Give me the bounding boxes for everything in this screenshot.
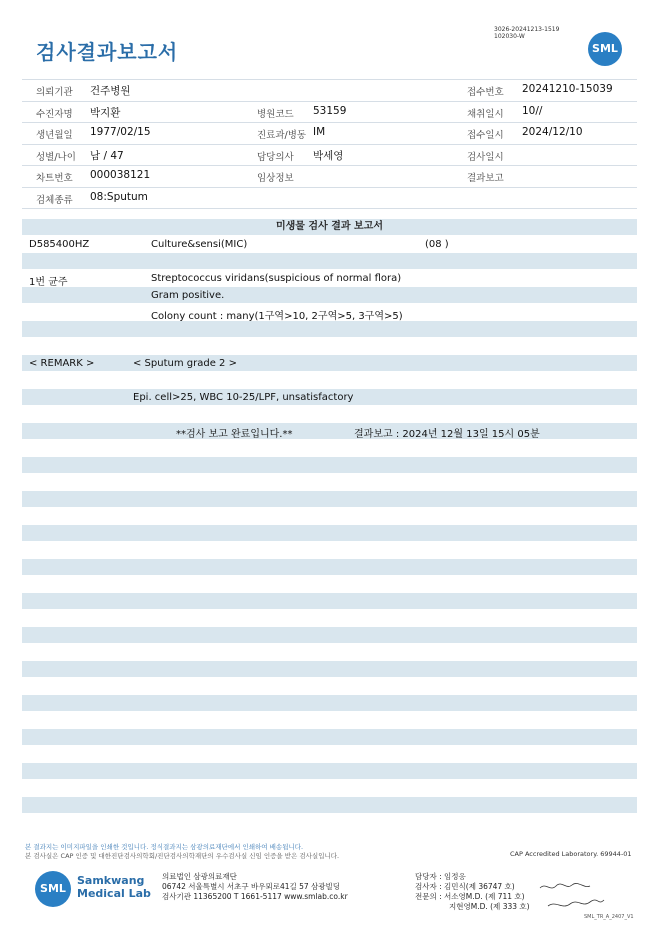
info-row	[22, 166, 637, 188]
value-dept: IM	[313, 126, 326, 138]
value-chart: 000038121	[90, 169, 151, 181]
report-complete: **검사 보고 완료입니다.**	[176, 429, 293, 440]
staff-info	[415, 872, 530, 912]
staff-line: 전문의 : 서소영M.D. (제 711 호)	[415, 892, 525, 901]
remark-grade: < Sputum grade 2 >	[133, 358, 237, 369]
staff-line: 담당자 : 임정응	[415, 872, 466, 881]
stripe-band	[22, 355, 637, 371]
stripe-band	[22, 729, 637, 745]
stripe-band	[22, 457, 637, 473]
info-row	[22, 102, 637, 124]
logo-line2: Medical Lab	[77, 887, 151, 900]
label-result-report: 결과보고	[467, 173, 504, 184]
remark-label: < REMARK >	[29, 358, 95, 369]
label-test-date: 검사일시	[467, 151, 504, 163]
signature-image	[538, 880, 608, 914]
organism: Streptococcus viridans(suspicious of normal flora)	[151, 273, 402, 284]
stripe-band	[22, 627, 637, 643]
stripe-band	[22, 559, 637, 575]
label-collect: 채취일시	[467, 108, 504, 120]
value-doctor: 박세영	[313, 149, 344, 162]
staff-line: 검사자 : 김민식(제 36747 호)	[415, 882, 515, 891]
label-chart: 차트번호	[36, 173, 73, 184]
cap-accreditation: CAP Accredited Laboratory. 69944-01	[510, 850, 632, 858]
label-receipt-date: 접수일시	[467, 130, 504, 141]
stripe-band	[22, 423, 637, 439]
report-time: 결과보고 : 2024년 12월 13일 15시 05분	[354, 429, 540, 440]
value-collect: 10//	[522, 104, 543, 117]
value-receipt-date: 2024/12/10	[522, 126, 583, 138]
stripe-band	[22, 525, 637, 541]
sml-logo: SML	[588, 32, 622, 66]
value-dob: 1977/02/15	[90, 126, 151, 138]
stripe-band	[22, 695, 637, 711]
stripe-band	[22, 491, 637, 507]
label-receipt-no: 접수번호	[467, 87, 504, 98]
value-specimen: 08:Sputum	[90, 190, 148, 203]
stripe-band	[22, 593, 637, 609]
test-name: Culture&sensi(MIC)	[151, 239, 248, 250]
value-receipt-no: 20241210-15039	[522, 83, 613, 95]
logo-line1: Samkwang	[77, 874, 145, 887]
staff-line: 지현영M.D. (제 333 호)	[449, 902, 530, 911]
section-title: 미생물 검사 결과 보고서	[275, 221, 384, 232]
label-hospital: 의뢰기관	[36, 87, 73, 98]
remark-detail: Epi. cell>25, WBC 10-25/LPF, unsatisfactory	[133, 392, 354, 403]
org-name: 의료법인 삼광의료재단	[162, 872, 237, 881]
label-clinical: 임상정보	[257, 173, 294, 184]
stripe-band	[22, 287, 637, 303]
footer-note-1: 본 결과지는 이미지파일을 인쇄한 것입니다. 정식결과지는 삼광의료재단에서 인쇄하여 배송됩니다.	[25, 843, 304, 851]
org-info	[162, 872, 348, 902]
test-code: D585400HZ	[29, 239, 90, 250]
isolate-label: 1번 균주	[29, 277, 68, 288]
gram-stain: Gram positive.	[151, 290, 225, 301]
patient-info-table	[22, 79, 637, 209]
doc-id-line1: 3026-20241213-1519	[494, 26, 560, 33]
doc-id-line2: 102030-W	[494, 33, 525, 40]
value-name: 박지환	[90, 106, 121, 119]
org-contact: 검사기관 11365200 T 1661-5117 www.smlab.co.kr	[162, 892, 348, 901]
value-sexage: 남 / 47	[90, 149, 124, 162]
document-id	[494, 26, 559, 40]
stripe-band	[22, 321, 637, 337]
form-code: SML_TR_A_2407_V1	[584, 914, 634, 920]
sml-logo-circle: SML	[35, 871, 71, 907]
info-row	[22, 79, 637, 102]
stripe-band	[22, 661, 637, 677]
info-row	[22, 188, 637, 210]
stripe-band	[22, 763, 637, 779]
report-title: 검사결과보고서	[36, 40, 179, 64]
info-row	[22, 123, 637, 145]
org-address: 06742 서울특별시 서초구 바우뫼로41길 57 삼광빌딩	[162, 882, 341, 891]
label-sexage: 성별/나이	[36, 151, 76, 163]
colony-count: Colony count : many(1구역>10, 2구역>5, 3구역>5)	[151, 311, 403, 322]
info-row	[22, 145, 637, 167]
label-doctor: 담당의사	[257, 151, 294, 163]
label-specimen: 검체종류	[36, 194, 73, 206]
logo-text	[77, 874, 151, 900]
footer-note-2: 본 검사실은 CAP 인증 및 대한진단검사의학회/진단검사의학재단의 우수검사실 신임 인증을 받은 검사실입니다.	[25, 852, 340, 860]
label-dept: 진료과/병동	[257, 130, 307, 141]
test-specimen: (08 )	[425, 239, 449, 250]
value-hosp-code: 53159	[313, 104, 347, 117]
label-hosp-code: 병원코드	[257, 108, 294, 120]
label-dob: 생년월일	[36, 130, 73, 141]
stripe-band	[22, 797, 637, 813]
label-name: 수진자명	[36, 108, 73, 120]
stripe-band	[22, 253, 637, 269]
value-hospital: 건주병원	[90, 85, 131, 97]
